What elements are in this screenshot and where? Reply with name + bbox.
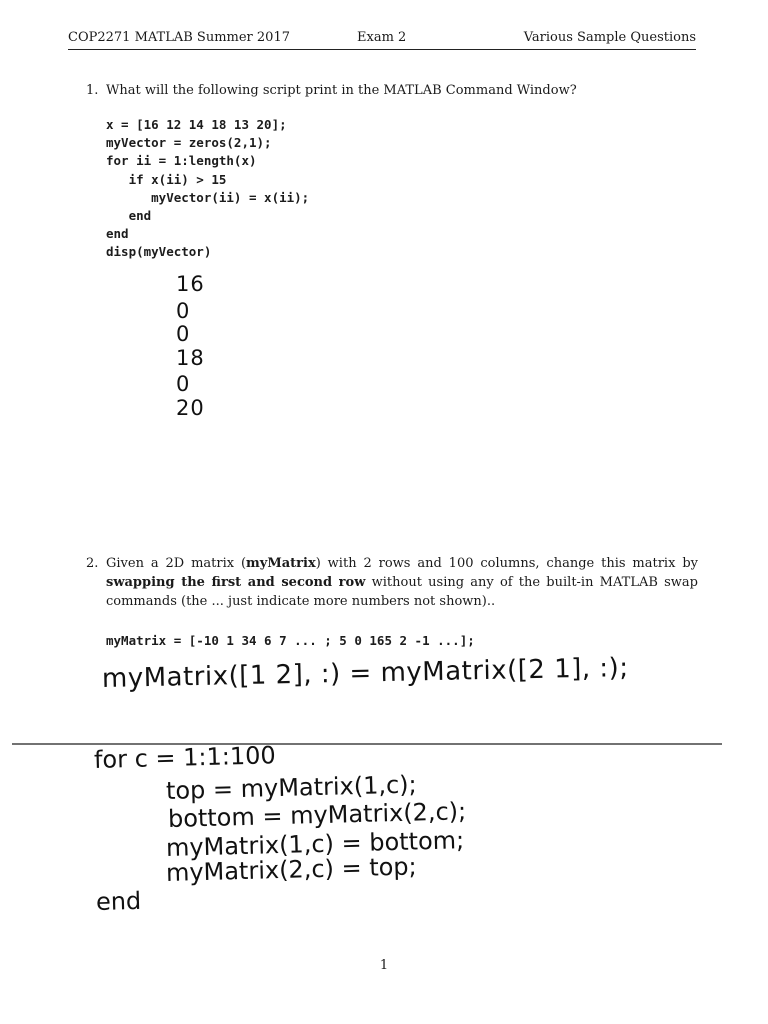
loop-line: myMatrix(1,c) = bottom; — [165, 826, 465, 862]
code-line: if x(ii) > 15 — [106, 171, 227, 187]
question-2-answer: myMatrix([1 2], :) = myMatrix([2 1], :); — [101, 652, 629, 694]
question-2-code — [106, 632, 475, 650]
code-line: x = [16 12 14 18 13 20]; — [106, 117, 287, 132]
question-prompt — [106, 554, 698, 611]
loop-line: for c = 1:1:100 — [93, 741, 277, 774]
course-title: COP2271 MATLAB Summer 2017 — [68, 30, 290, 45]
answer-value: 18 — [176, 346, 205, 370]
question-prompt: What will the following script print in the MATLAB Command Window? — [106, 83, 577, 98]
prompt-bold: swapping the first and second row — [106, 575, 366, 590]
code-line: myVector(ii) = x(ii); — [106, 189, 310, 205]
code-line: disp(myVector) — [106, 244, 212, 260]
answer-value: 0 — [176, 322, 191, 346]
loop-line: end — [95, 886, 142, 916]
code-line: myMatrix = [-10 1 34 6 7 ... ; 5 0 165 2 -1 ...]; — [106, 633, 475, 648]
loop-line: top = myMatrix(1,c); — [165, 770, 418, 805]
exam-title: Exam 2 — [357, 30, 407, 45]
prompt-text: ) with 2 rows and 100 columns, change this matrix by — [315, 556, 698, 571]
page-number: 1 — [379, 958, 389, 973]
prompt-text: Given a 2D matrix ( — [106, 556, 247, 571]
question-1-code — [106, 116, 309, 262]
prompt-text: without using any of the built-in MATLAB swap commands (the ... just indicate more numbers not shown).. — [106, 575, 699, 609]
code-line: end — [106, 226, 129, 242]
answer-value: 20 — [176, 396, 205, 420]
code-line: myVector = zeros(2,1); — [106, 135, 272, 151]
header-subtitle: Various Sample Questions — [523, 30, 696, 45]
page-header — [68, 30, 696, 50]
prompt-bold: myMatrix — [246, 556, 316, 571]
loop-line: myMatrix(2,c) = top; — [165, 852, 418, 887]
loop-line: bottom = myMatrix(2,c); — [167, 797, 467, 833]
code-line: for ii = 1:length(x) — [106, 153, 257, 169]
code-line: end — [106, 208, 152, 224]
question-number: 2. — [86, 556, 99, 571]
answer-value: 0 — [176, 372, 191, 396]
answer-value: 16 — [176, 272, 205, 296]
answer-value: 0 — [176, 299, 191, 323]
header-rule — [68, 49, 696, 50]
question-number: 1. — [86, 83, 99, 98]
